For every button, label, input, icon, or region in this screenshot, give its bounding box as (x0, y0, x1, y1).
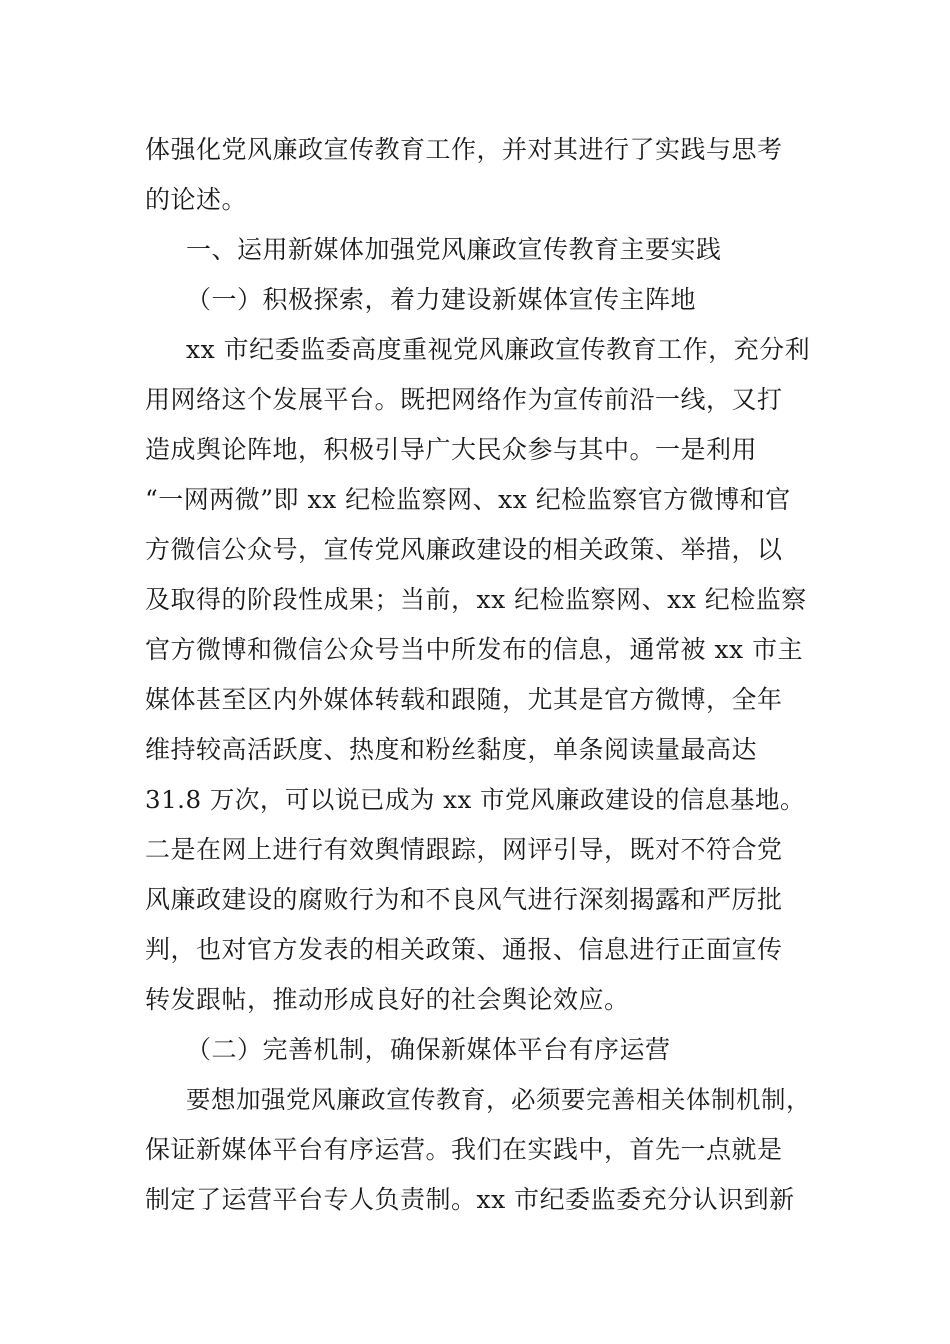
paragraph-line: 要想加强党风廉政宣传教育，必须要完善相关体制机制， (186, 1085, 811, 1114)
paragraph-line: 媒体甚至区内外媒体转载和跟随，尤其是官方微博，全年 (145, 685, 783, 714)
paragraph-line: 二是在网上进行有效舆情跟踪，网评引导，既对不符合党 (145, 835, 783, 864)
paragraph-line: 及取得的阶段性成果；当前，xx 纪检监察网、xx 纪检监察 (145, 585, 807, 614)
paragraph-line: 风廉政建设的腐败行为和不良风气进行深刻揭露和严厉批 (145, 885, 783, 914)
section-heading: 一、运用新媒体加强党风廉政宣传教育主要实践 (186, 235, 722, 264)
paragraph-line: 转发跟帖，推动形成良好的社会舆论效应。 (145, 985, 630, 1014)
paragraph-line: 的论述。 (145, 185, 248, 214)
paragraph-line: “一网两微”即 xx 纪检监察网、xx 纪检监察官方微博和官 (145, 485, 791, 514)
paragraph-line: 体强化党风廉政宣传教育工作，并对其进行了实践与思考 (145, 135, 783, 164)
paragraph-line: 31.8 万次，可以说已成为 xx 市党风廉政建设的信息基地。 (145, 785, 806, 814)
paragraph-line: 官方微博和微信公众号当中所发布的信息，通常被 xx 市主 (145, 635, 804, 664)
paragraph-line: 制定了运营平台专人负责制。xx 市纪委监委充分认识到新 (145, 1185, 795, 1214)
subsection-heading: （二）完善机制，确保新媒体平台有序运营 (186, 1035, 671, 1064)
paragraph-line: 用网络这个发展平台。既把网络作为宣传前沿一线，又打 (145, 385, 783, 414)
subsection-heading: （一）积极探索，着力建设新媒体宣传主阵地 (186, 285, 697, 314)
paragraph-line: 造成舆论阵地，积极引导广大民众参与其中。一是利用 (145, 435, 758, 464)
paragraph-line: 方微信公众号，宣传党风廉政建设的相关政策、举措，以 (145, 535, 783, 564)
paragraph-line: 保证新媒体平台有序运营。我们在实践中，首先一点就是 (145, 1135, 783, 1164)
paragraph-line: 维持较高活跃度、热度和粉丝黏度，单条阅读量最高达 (145, 735, 758, 764)
paragraph-line: 判，也对官方发表的相关政策、通报、信息进行正面宣传 (145, 935, 783, 964)
paragraph-line: xx 市纪委监委高度重视党风廉政宣传教育工作，充分利 (186, 335, 811, 364)
